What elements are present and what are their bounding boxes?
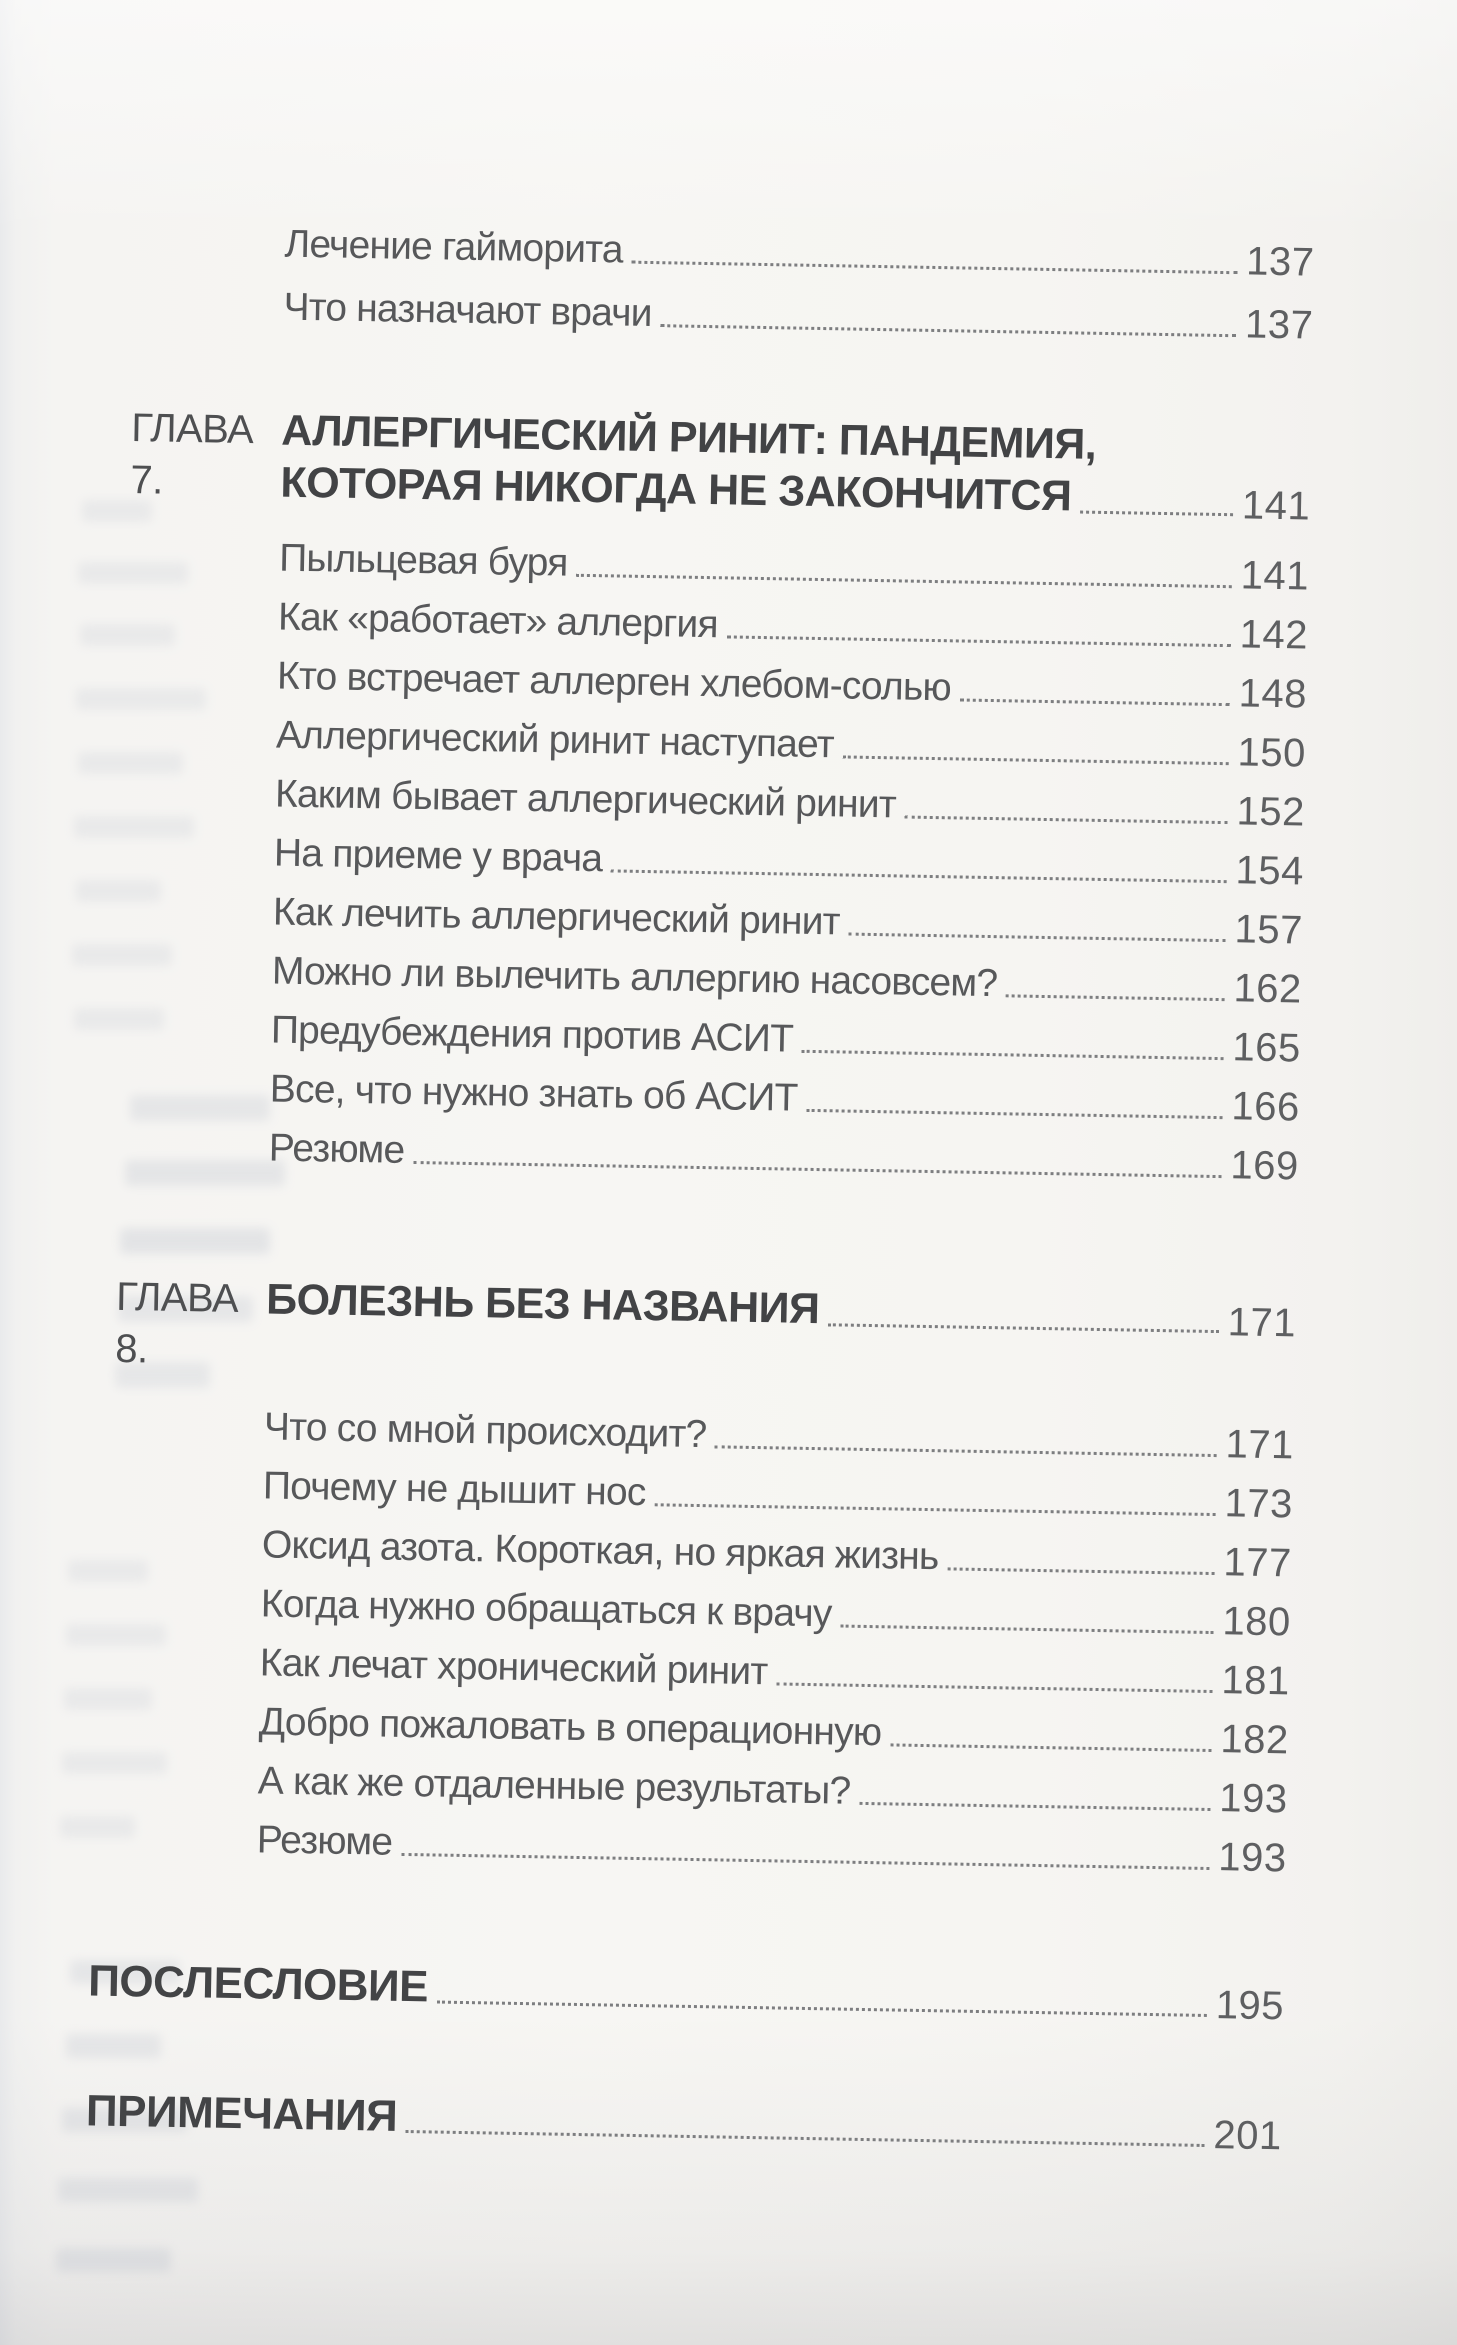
bleed-through-artifact	[58, 2178, 198, 2202]
toc-entry-page: 169	[1230, 1143, 1300, 1189]
toc-entry	[269, 1067, 1301, 1130]
dot-leader	[611, 869, 1226, 883]
dot-leader	[406, 2130, 1204, 2147]
toc-entry	[268, 1126, 1300, 1189]
toc-entry	[258, 1700, 1290, 1763]
toc-entry-page: 165	[1232, 1025, 1302, 1071]
back-matter-label: ПРИМЕЧАНИЯ	[85, 2086, 398, 2141]
toc-entry-label: На приеме у врача	[273, 831, 603, 881]
toc-entry-page: 162	[1233, 966, 1303, 1012]
dot-leader	[828, 1323, 1218, 1333]
chapter-title-block	[265, 1273, 1297, 1395]
toc-entry	[283, 285, 1314, 348]
toc-entry-label: Все, что нужно знать об АСИТ	[269, 1067, 798, 1120]
dot-leader	[859, 1802, 1210, 1811]
toc-entry	[271, 949, 1303, 1012]
toc-entry	[263, 1405, 1295, 1468]
chapter-page: 141	[1241, 483, 1311, 529]
dot-leader	[890, 1743, 1211, 1752]
toc-entry-label: Резюме	[268, 1126, 405, 1172]
toc-entry-page: 148	[1238, 671, 1308, 717]
toc-entry	[277, 595, 1309, 658]
chapter-title-block	[280, 405, 1312, 527]
dot-leader	[1080, 511, 1233, 517]
toc-intro-entries	[283, 222, 1315, 348]
toc-entry-page: 154	[1235, 848, 1305, 894]
toc-entry-label: Добро пожаловать в операционную	[258, 1700, 882, 1755]
toc-entry-page: 137	[1245, 239, 1315, 285]
dot-leader	[840, 1625, 1213, 1635]
toc-entry	[272, 890, 1304, 953]
dot-leader	[905, 816, 1228, 825]
toc-entry	[270, 1008, 1302, 1071]
toc-entry-label: Пыльцевая буря	[278, 536, 568, 585]
dot-leader	[437, 2001, 1207, 2017]
toc-entry-label: Можно ли вылечить аллергию насовсем?	[271, 949, 998, 1006]
dot-leader	[654, 1503, 1215, 1516]
toc-entry-page: 180	[1222, 1599, 1292, 1645]
dot-leader	[715, 1445, 1216, 1457]
chapter-label: ГЛАВА 7.	[130, 405, 254, 503]
chapter-7-heading	[130, 402, 1312, 527]
toc-entry-page: 193	[1217, 1835, 1288, 1881]
toc-entry	[85, 2086, 1283, 2159]
toc-entry	[274, 772, 1306, 835]
toc-entry-label: Аллергический ринит наступает	[275, 713, 835, 767]
dot-leader	[802, 1050, 1224, 1060]
toc-entry	[260, 1582, 1292, 1645]
toc-entry-label: Как лечить аллергический ринит	[272, 890, 841, 944]
dot-leader	[947, 1567, 1214, 1575]
chapter-8-heading	[115, 1271, 1297, 1396]
toc-entry-page: 181	[1221, 1658, 1291, 1704]
toc-entry-label: Предубеждения против АСИТ	[270, 1008, 794, 1061]
dot-leader	[806, 1109, 1222, 1119]
toc-entry	[259, 1641, 1291, 1704]
toc-entry-label: Когда нужно обращаться к врачу	[260, 1582, 832, 1636]
toc-entry	[275, 713, 1307, 776]
toc-entry-label: Что со мной происходит?	[263, 1405, 707, 1457]
table-of-contents	[85, 222, 1315, 2159]
toc-entry-page: 171	[1225, 1422, 1295, 1468]
toc-entry-page: 137	[1244, 302, 1314, 348]
toc-entry-page: 141	[1240, 553, 1310, 599]
bleed-through-artifact	[56, 2248, 171, 2272]
toc-entry-page: 142	[1239, 612, 1309, 658]
toc-entry-page: 182	[1220, 1717, 1290, 1763]
toc-entry	[87, 1956, 1285, 2029]
chapter-title-line: КОТОРАЯ НИКОГДА НЕ ЗАКОНЧИТСЯ	[280, 458, 1072, 521]
toc-entry-page: 152	[1236, 789, 1306, 835]
chapter-title-line: АЛЛЕРГИЧЕСКИЙ РИНИТ: ПАНДЕМИЯ,	[280, 406, 1097, 469]
dot-leader	[848, 933, 1225, 943]
dot-leader	[843, 755, 1229, 765]
toc-entry	[256, 1818, 1288, 1881]
dot-leader	[413, 1161, 1221, 1178]
toc-entry	[262, 1464, 1294, 1527]
toc-entry	[276, 654, 1308, 717]
toc-entry-page: 201	[1213, 2113, 1283, 2159]
toc-entry-label: Резюме	[256, 1818, 393, 1864]
toc-entry-label: Что назначают врачи	[283, 285, 653, 336]
toc-entry-page: 193	[1219, 1776, 1289, 1822]
toc-entry	[273, 831, 1305, 894]
dot-leader	[660, 324, 1235, 337]
toc-entry-page: 166	[1231, 1084, 1301, 1130]
chapter-7-sections	[268, 536, 1310, 1189]
toc-entry-page: 177	[1223, 1540, 1293, 1586]
chapter-label: ГЛАВА 8.	[114, 1274, 239, 1372]
toc-entry-page: 157	[1234, 907, 1304, 953]
toc-entry	[261, 1523, 1293, 1586]
back-matter	[85, 1956, 1285, 2159]
toc-entry	[257, 1759, 1289, 1822]
dot-leader	[576, 574, 1231, 588]
dot-leader	[401, 1853, 1209, 1870]
toc-entry-page: 150	[1237, 730, 1307, 776]
chapter-title-line: БОЛЕЗНЬ БЕЗ НАЗВАНИЯ	[265, 1275, 820, 1334]
toc-entry-label: Лечение гайморита	[284, 222, 624, 272]
toc-entry-label: А как же отдаленные результаты?	[257, 1759, 851, 1813]
toc-entry-label: Как лечат хронический ринит	[259, 1641, 768, 1694]
chapter-title-row	[265, 1273, 1297, 1346]
toc-entry-label: Как «работает» аллергия	[277, 595, 719, 647]
chapter-8-sections	[256, 1405, 1295, 1881]
toc-entry-label: Оксид азота. Короткая, но яркая жизнь	[261, 1523, 939, 1579]
dot-leader	[632, 261, 1238, 275]
dot-leader	[776, 1682, 1212, 1693]
back-matter-label: ПОСЛЕСЛОВИЕ	[87, 1956, 429, 2012]
dot-leader	[727, 635, 1231, 647]
toc-entry	[284, 222, 1315, 285]
dot-leader	[960, 698, 1230, 706]
toc-entry-page: 195	[1215, 1983, 1285, 2029]
toc-entry-label: Кто встречает аллерген хлебом-солью	[276, 654, 952, 710]
toc-entry-page: 173	[1224, 1481, 1294, 1527]
toc-entry-label: Почему не дышит нос	[262, 1464, 646, 1515]
toc-entry	[278, 536, 1310, 599]
dot-leader	[1006, 994, 1224, 1001]
toc-entry-label: Каким бывает аллергический ринит	[274, 772, 897, 827]
chapter-page: 171	[1227, 1300, 1297, 1346]
